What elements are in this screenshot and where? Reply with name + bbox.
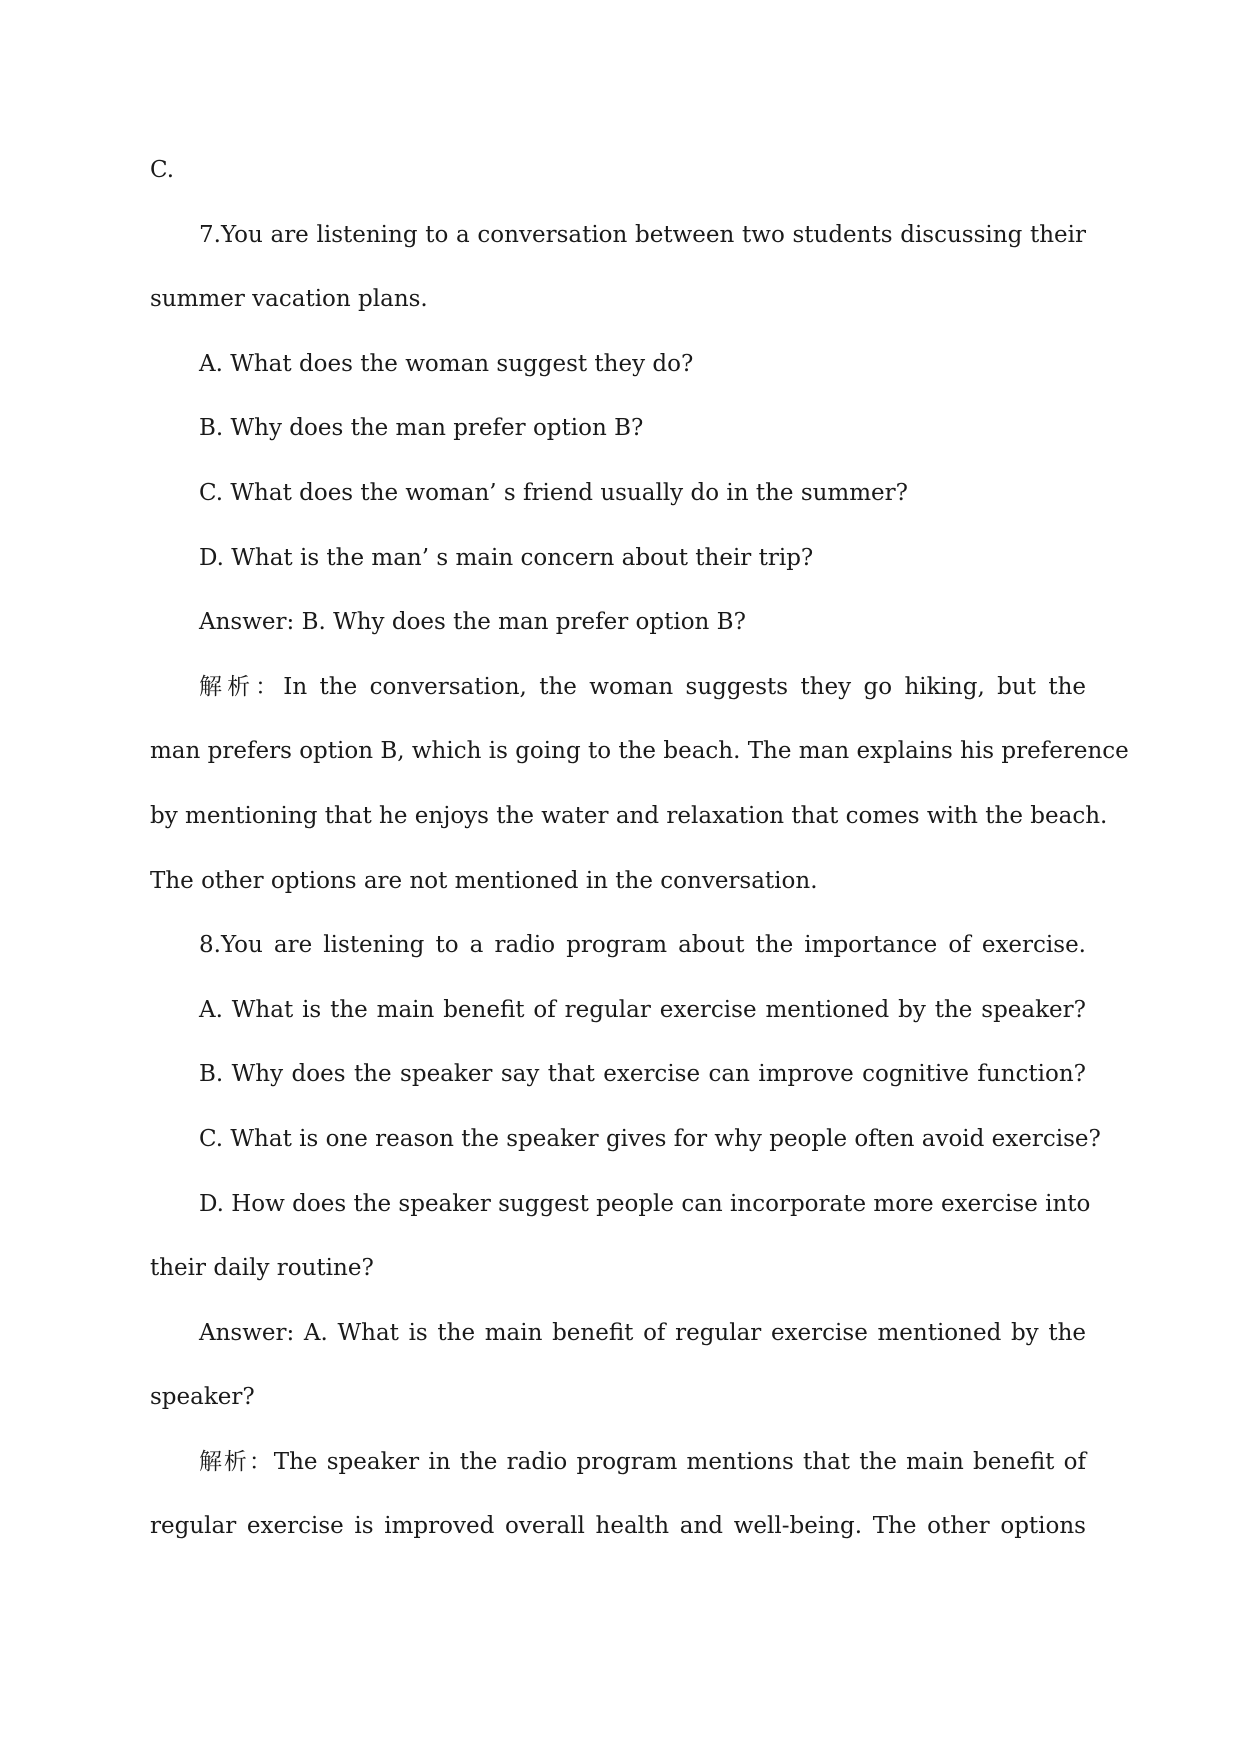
question-7-option-a: A. What does the woman suggest they do? — [199, 350, 694, 377]
question-8-answer: Answer: A. What is the main benefit of regular exercise mentioned by the — [199, 1319, 1086, 1346]
question-7-option-b: B. Why does the man prefer option B? — [199, 415, 644, 442]
document-page — [150, 138, 1129, 1559]
question-7-prompt-continued: summer vacation plans. — [150, 286, 428, 313]
question-7-explanation-line-2: man prefers option B, which is going to the beach. The man explains his preference — [150, 738, 1129, 765]
question-7-prompt: 7.You are listening to a conversation between two students discussing their — [199, 221, 1086, 248]
question-8-prompt: 8.You are listening to a radio program about the importance of exercise. — [199, 932, 1086, 959]
question-8-option-c: C. What is one reason the speaker gives for why people often avoid exercise? — [199, 1125, 1101, 1152]
question-7-option-d: D. What is the man’ s main concern about their trip? — [199, 544, 814, 571]
question-8-option-d: D. How does the speaker suggest people can incorporate more exercise into — [199, 1190, 1091, 1217]
question-8-option-b: B. Why does the speaker say that exercise can improve cognitive function? — [199, 1061, 1086, 1088]
question-8-explanation-line-2: regular exercise is improved overall health and well-being. The other options — [150, 1513, 1086, 1540]
question-7-explanation-line-3: by mentioning that he enjoys the water and relaxation that comes with the beach. — [150, 802, 1108, 829]
answer-line-6: C. — [150, 157, 175, 183]
question-7-explanation: 解析：In the conversation, the woman suggests they go hiking, but the — [199, 673, 1086, 700]
question-8-option-a: A. What is the main benefit of regular exercise mentioned by the speaker? — [199, 996, 1086, 1023]
question-8-explanation: 解析：The speaker in the radio program mentions that the main benefit of — [199, 1448, 1086, 1475]
question-7-explanation-line-4: The other options are not mentioned in the conversation. — [150, 867, 818, 894]
question-7-answer: Answer: B. Why does the man prefer option B? — [199, 609, 746, 636]
question-8-option-d-continued: their daily routine? — [150, 1255, 374, 1282]
question-8-answer-continued: speaker? — [150, 1384, 255, 1411]
question-7-option-c: C. What does the woman’ s friend usually do in the summer? — [199, 479, 908, 506]
